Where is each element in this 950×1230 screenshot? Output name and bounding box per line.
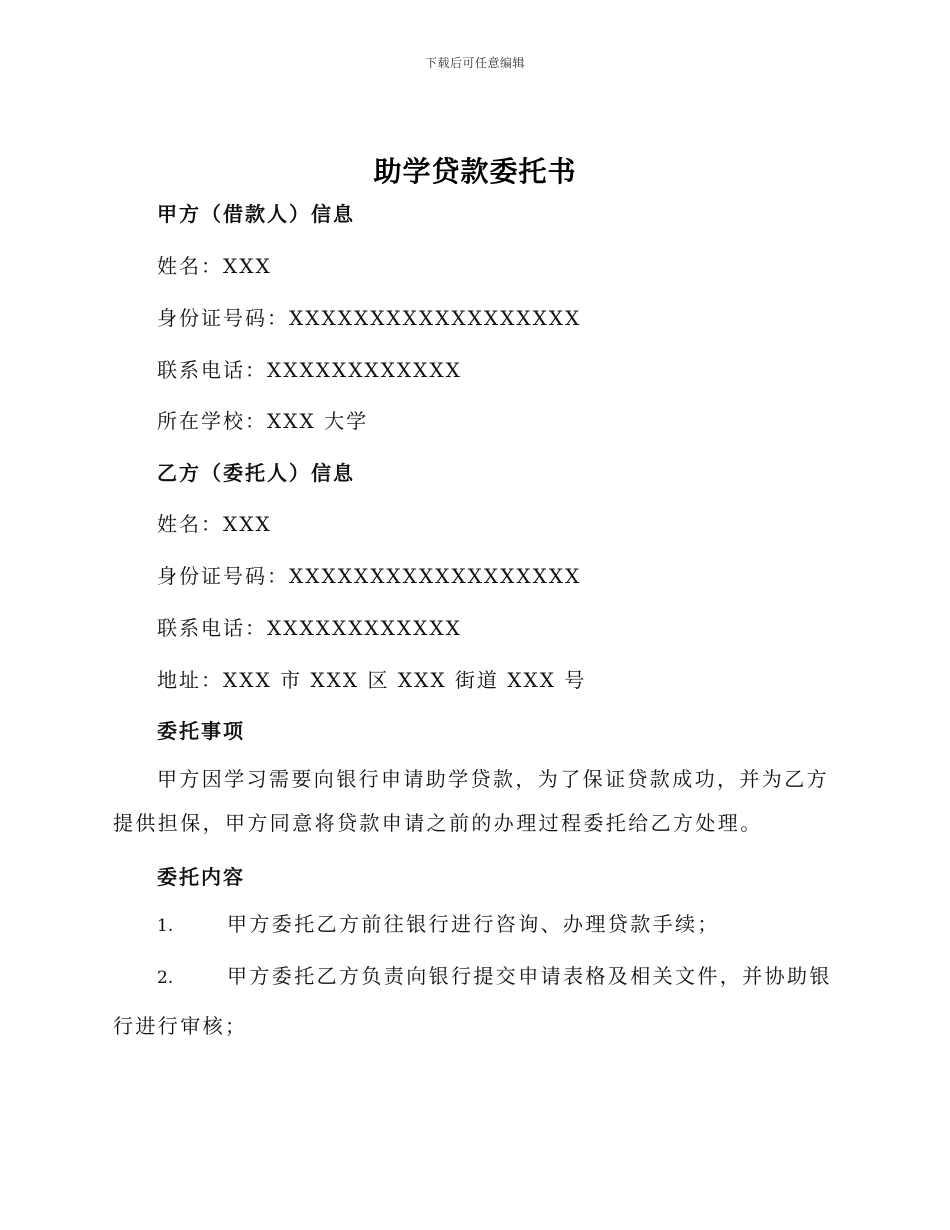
list-item bbox=[113, 952, 833, 1050]
list-item-number: 2. bbox=[157, 968, 174, 988]
party-b-id-number: 身份证号码：XXXXXXXXXXXXXXXXXX bbox=[157, 564, 582, 588]
party-a-phone: 联系电话：XXXXXXXXXXXX bbox=[157, 358, 462, 382]
party-b-name: 姓名：XXX bbox=[157, 512, 272, 536]
list-item-text: 甲方委托乙方前往银行进行咨询、办理贷款手续； bbox=[227, 912, 720, 936]
matter-paragraph: 甲方因学习需要向银行申请助学贷款，为了保证贷款成功，并为乙方提供担保，甲方同意将贷款申请之前的办理过程委托给乙方处理。 bbox=[113, 767, 829, 835]
party-a-id-number: 身份证号码：XXXXXXXXXXXXXXXXXX bbox=[157, 306, 582, 330]
list-item-text: 甲方委托乙方负责向银行提交申请表格及相关文件，并协助银行进行审核； bbox=[113, 964, 832, 1038]
party-a-name: 姓名：XXX bbox=[157, 254, 272, 278]
content-heading: 委托内容 bbox=[157, 865, 245, 889]
document-title: 助学贷款委托书 bbox=[373, 155, 577, 188]
matter-heading: 委托事项 bbox=[157, 719, 245, 743]
header-note: 下载后可任意编辑 bbox=[424, 56, 525, 70]
party-b-address: 地址：XXX 市 XXX 区 XXX 街道 XXX 号 bbox=[157, 668, 587, 692]
party-a-heading: 甲方（借款人）信息 bbox=[157, 202, 355, 226]
party-b-heading: 乙方（委托人）信息 bbox=[157, 461, 355, 485]
list-item-number: 1. bbox=[157, 916, 174, 936]
party-a-school: 所在学校：XXX 大学 bbox=[157, 409, 369, 433]
list-item bbox=[113, 900, 833, 950]
party-b-phone: 联系电话：XXXXXXXXXXXX bbox=[157, 616, 462, 640]
